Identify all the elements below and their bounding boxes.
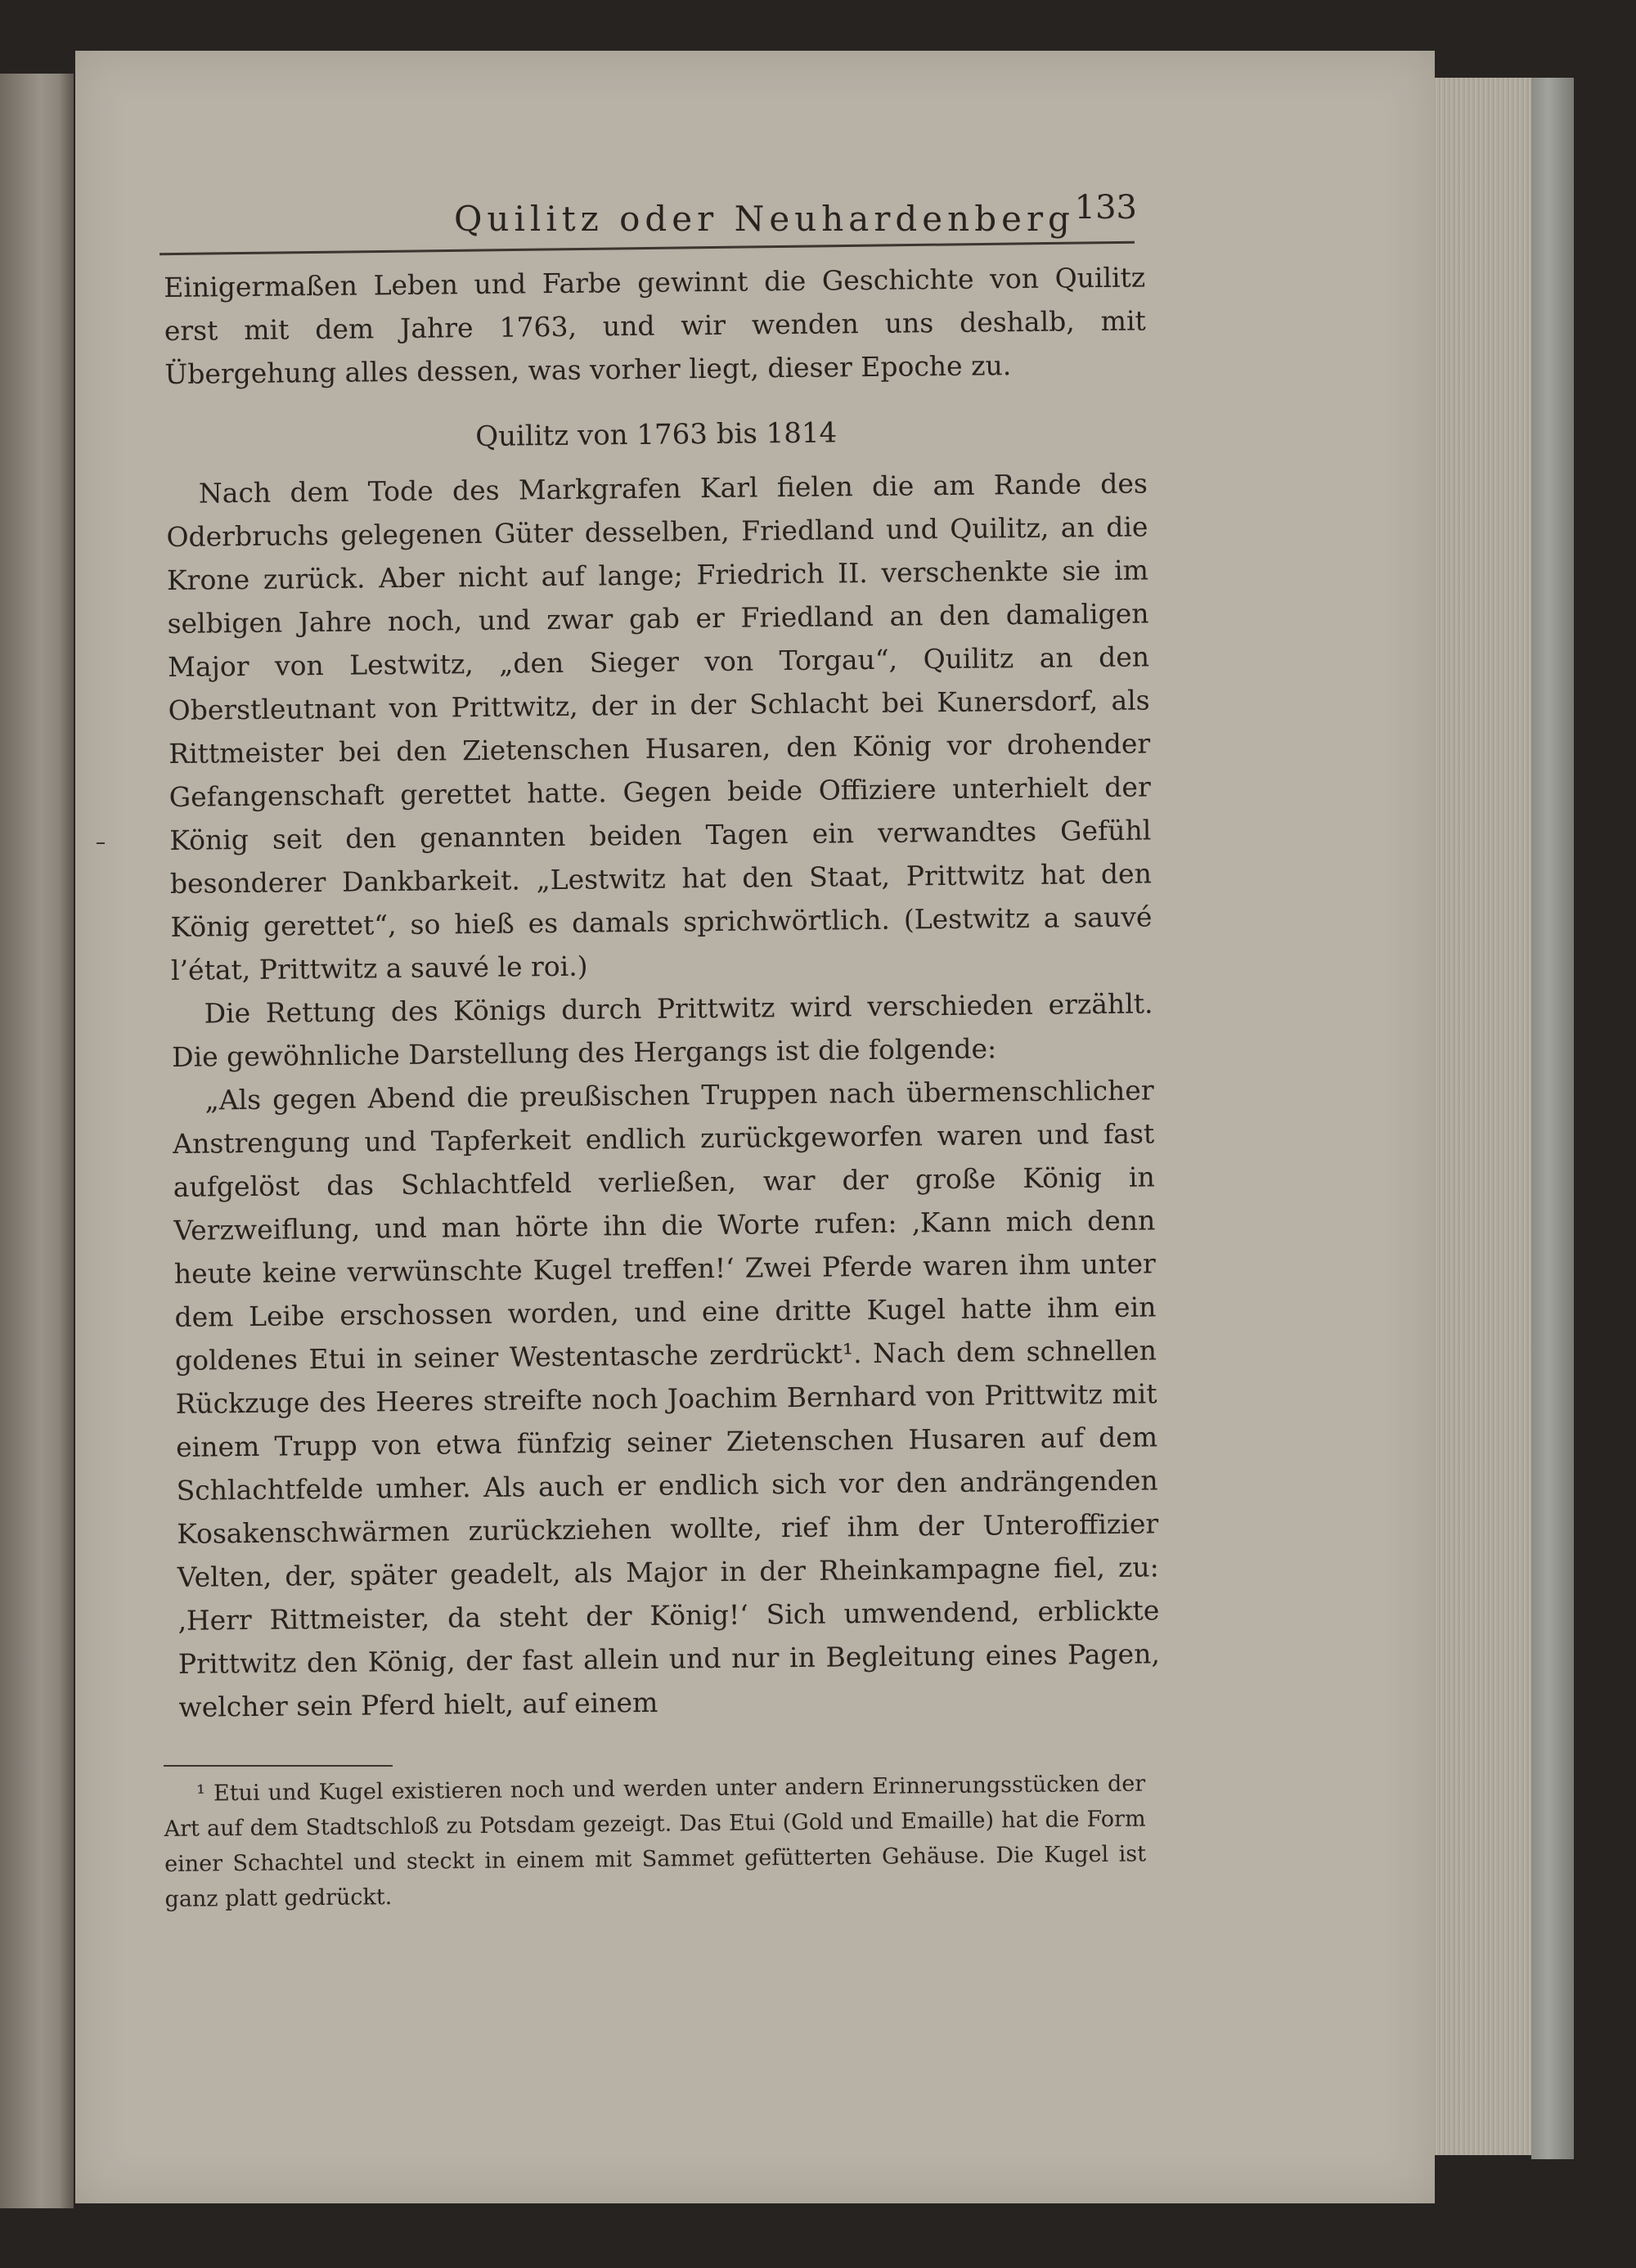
left-page-edge — [0, 74, 74, 2208]
page-header — [164, 184, 1137, 249]
paragraph-1: Nach dem Tode des Markgrafen Karl fielen die am Rande des Oderbruchs gelegenen Güter desselben, Friedland und Quilitz, an die Krone zurück. Aber nicht auf lange; Friedrich II. verschenkte sie im selbigen Jahre noch, und zwar gab er Friedland an den damaligen Major von Lestwitz, „den Sieger von Torgau“, Quilitz an den Oberstleutnant von Prittwitz, der in der Schlacht bei Kunersdorf, als Rittmeister bei den Zietenschen Husaren, den König vor drohender Gefangenschaft gerettet hatte. Gegen beide Offiziere unterhielt der König seit den genannten beiden Tagen ein verwandtes Gefühl besonderer Dankbarkeit. „Lestwitz hat den Staat, Prittwitz hat den König gerettet“, so hieß es damals sprichwörtlich. (Lestwitz a sauvé l’état, Prittwitz a sauvé le roi.) — [166, 467, 1153, 986]
main-text — [164, 255, 1161, 1728]
paragraph-3: „Als gegen Abend die preußischen Truppen nach übermenschlicher Anstrengung und Tapferkeit endlich zurückgeworfen waren und fast aufgelöst das Schlachtfeld verließen, war der große König in Verzweiflung, und man hörte ihn die Worte rufen: ‚Kann mich denn heute keine verwünschte Kugel treffen!‘ Zwei Pferde waren ihm unter dem Leibe erschossen worden, und eine dritte Kugel hatte ihm ein goldenes Etui in seiner Westentasche zerdrückt¹. Nach dem schnellen Rückzuge des Heeres streifte noch Joachim Bernhard von Prittwitz mit einem Trupp von etwa fünfzig seiner Zietenschen Husaren auf dem Schlachtfelde umher. Als auch er endlich sich vor den andrängenden Kosakenschwärmen zurückziehen wollte, rief ihm der Unteroffizier Velten, der, später geadelt, als Major in der Rheinkampagne fiel, zu: ‚Herr Rittmeister, da steht der König!‘ Sich umwendend, erblickte Prittwitz den König, der fast allein und nur in Begleitung eines Pagen, welcher sein Pferd hielt, auf einem — [173, 1074, 1161, 1723]
page-number: 133 — [1074, 189, 1137, 227]
page-edges — [1423, 78, 1538, 2155]
running-head: Quilitz oder Neuhardenberg — [454, 199, 1075, 239]
book-cover-edge — [1531, 78, 1574, 2159]
footnote-rule — [164, 1765, 393, 1767]
paragraph-2: Die Rettung des Königs durch Prittwitz wird verschieden erzählt. Die gewöhnliche Darstellung des Hergangs ist die folgende: — [171, 987, 1153, 1073]
intro-paragraph: Einigermaßen Leben und Farbe gewinnt die Geschichte von Quilitz erst mit dem Jahre 1763, und wir wenden uns deshalb, mit Übergehung alles dessen, was vorher liegt, dieser Epoche zu. — [164, 261, 1146, 390]
section-title: Quilitz von 1763 bis 1814 — [475, 416, 838, 454]
footnote-1: ¹ Etui und Kugel existieren noch und werden unter andern Erinnerungsstücken der Art auf dem Stadtschloß zu Potsdam gezeigt. Das Etui (Gold und Emaille) hat die Form einer Schachtel und steckt in einem mit Sammet gefütterten Gehäuse. Die Kugel ist ganz platt gedrückt. — [164, 1771, 1147, 1912]
margin-mark — [97, 842, 105, 844]
footnotes — [164, 1766, 1147, 1917]
